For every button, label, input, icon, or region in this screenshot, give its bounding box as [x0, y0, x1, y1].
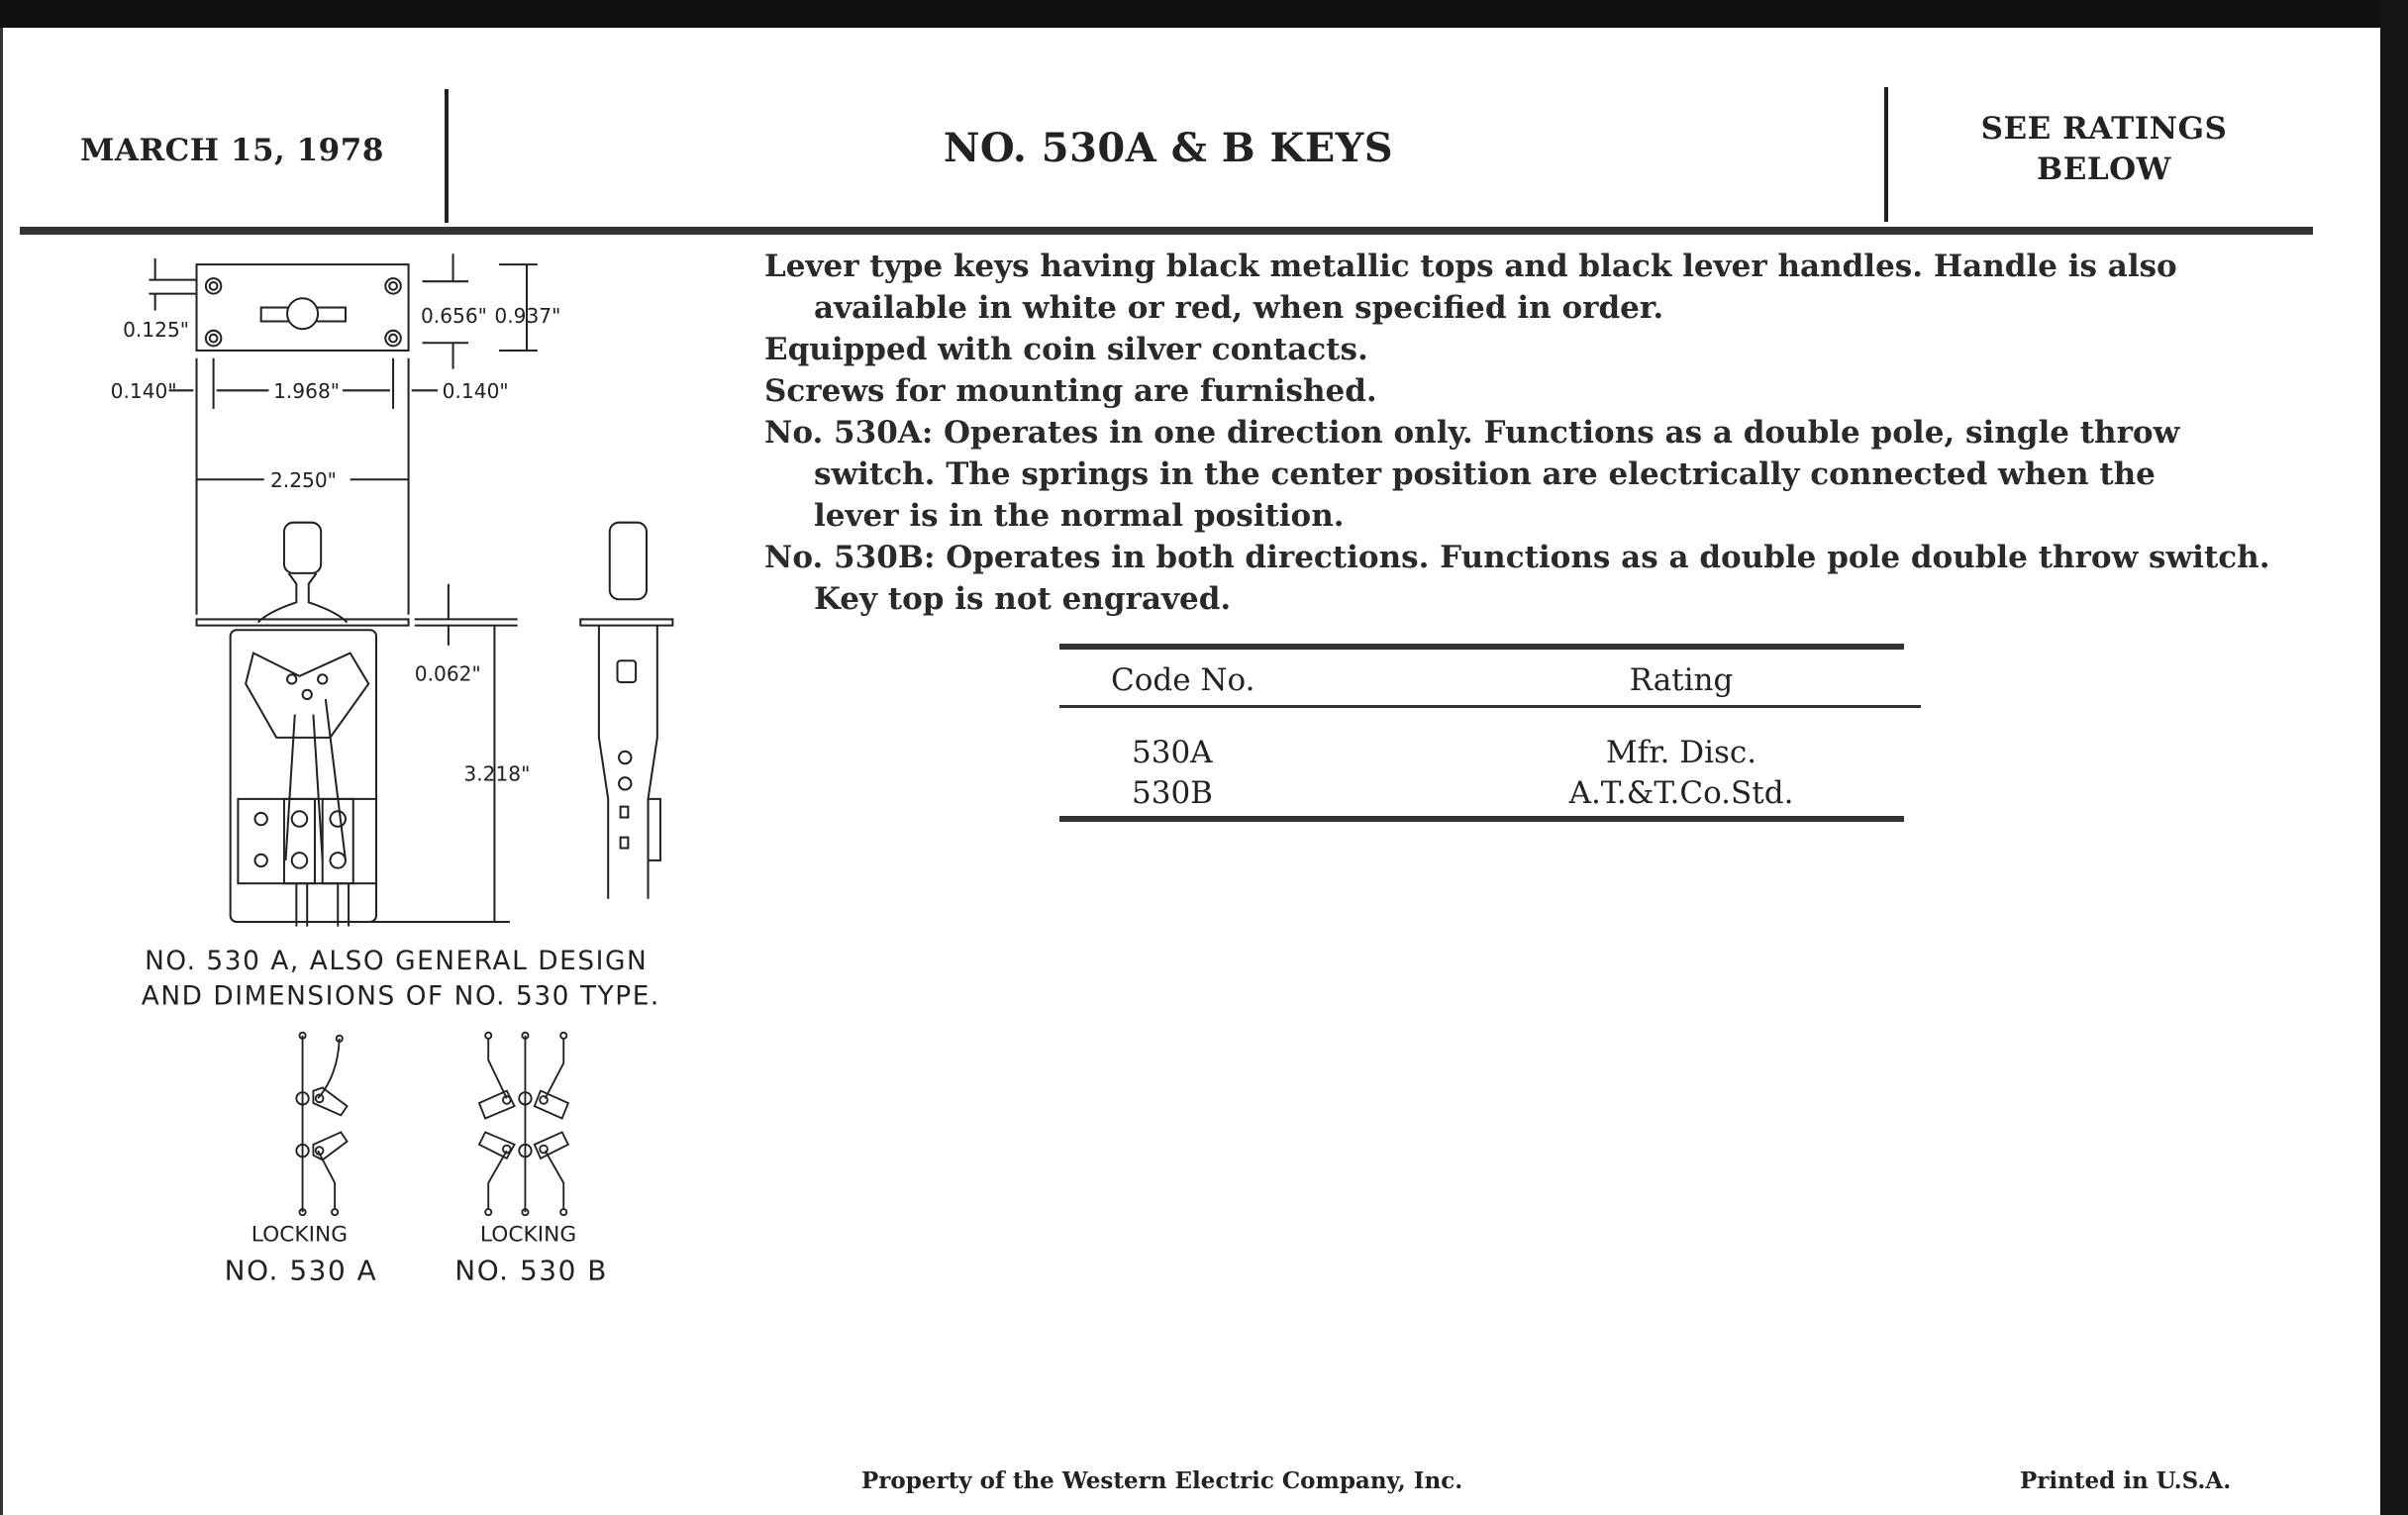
table-header-rating: Rating [1629, 662, 1734, 698]
mounting-plate-front-view [197, 619, 409, 625]
description-para: Lever type keys having black metallic tops and black lever handles. Handle is also available in white or red, when specified in order. [764, 249, 2177, 326]
footer-property: Property of the Western Electric Company, Inc. [861, 1467, 1463, 1494]
dim-plate-height: 0.937" [494, 304, 561, 329]
description-para: Equipped with coin silver contacts. [764, 332, 1368, 367]
drawing-caption-line2: AND DIMENSIONS OF NO. 530 TYPE. [141, 981, 660, 1012]
description-para: Screws for mounting are furnished. [764, 373, 1377, 409]
schematic-530a-label: LOCKING [251, 1222, 349, 1248]
ratings-note-line1: SEE RATINGS [1980, 111, 2228, 147]
header-date: MARCH 15, 1978 [80, 133, 384, 168]
schematic-530b [479, 1033, 568, 1216]
ratings-note-line2: BELOW [2037, 152, 2171, 187]
table-cell-code: 530B [1132, 775, 1213, 811]
table-cell-code: 530A [1132, 735, 1213, 770]
description-para: No. 530B: Operates in both directions. Functions as a double pole double throw switch. Key top is not engraved. [764, 540, 2270, 617]
drawing-caption-line1: NO. 530 A, ALSO GENERAL DESIGN [145, 947, 649, 977]
schematic-530b-name: NO. 530 B [454, 1254, 609, 1287]
schematic-530a [296, 1033, 347, 1216]
schematic-530a-name: NO. 530 A [224, 1254, 378, 1287]
dim-plate-thickness: 0.062" [414, 661, 481, 686]
footer-printed: Printed in U.S.A. [2020, 1467, 2232, 1494]
table-header-code: Code No. [1111, 662, 1255, 698]
schematic-530b-label: LOCKING [479, 1222, 577, 1248]
dim-edge-left: 0.140" [110, 379, 177, 404]
key-side-view [610, 523, 647, 600]
dim-hole-offset: 0.125" [123, 318, 190, 343]
dim-hole-spacing-v: 0.656" [420, 304, 487, 329]
description-para: No. 530A: Operates in one direction only. Functions as a double pole, single throw switch. The springs in the center position are electrically connected when the lever is in the normal position. [764, 415, 2180, 534]
dim-edge-right: 0.140" [442, 379, 509, 404]
dim-plate-width: 2.250" [269, 468, 337, 493]
table-cell-rating: A.T.&T.Co.Std. [1568, 775, 1794, 811]
page-title: NO. 530A & B KEYS [943, 125, 1394, 171]
table-cell-rating: Mfr. Disc. [1605, 735, 1757, 770]
dim-body-depth: 3.218" [463, 761, 531, 786]
dim-hole-spacing-h: 1.968" [273, 379, 341, 404]
